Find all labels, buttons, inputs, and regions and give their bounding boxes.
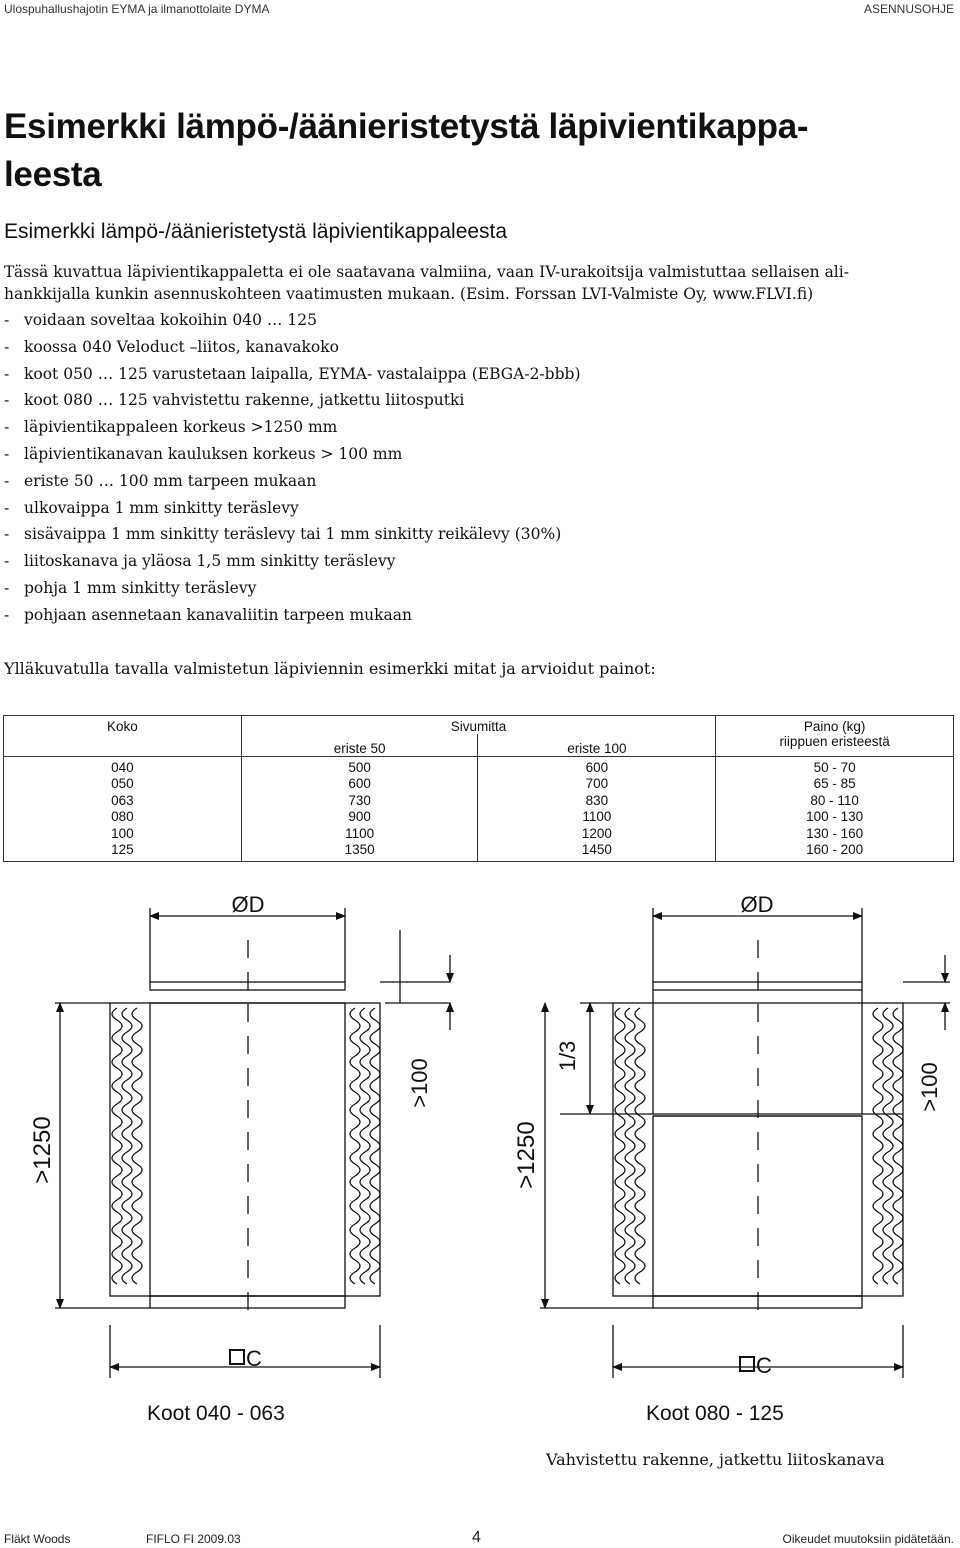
- table-subheader-row: [4, 734, 954, 756]
- header-doc-title: Ulospuhallushajotin EYMA ja ilmanottolaite DYMA: [4, 2, 270, 16]
- list-item: - liitoskanava ja yläosa 1,5 mm sinkitty teräslevy: [4, 552, 396, 571]
- caption-note: Vahvistettu rakenne, jatkettu liitoskanava: [546, 1450, 885, 1469]
- svg-text:C: C: [246, 1346, 262, 1371]
- section-subtitle: Esimerkki lämpö-/äänieristetystä läpivientikappaleesta: [4, 220, 508, 243]
- footer-doc-code: FIFLO FI 2009.03: [146, 1532, 241, 1546]
- eriste-100-column: 600 700 830 1100 1200 1450: [478, 756, 716, 861]
- page-title-line-2: leesta: [4, 155, 102, 194]
- intro-line-2: hankkijalla kunkin asennuskohteen vaatimusten mukaan. (Esim. Forssan LVI-Valmiste Oy, www.FLVI.fi): [4, 285, 814, 303]
- height-label-left: >1250: [29, 1116, 56, 1184]
- page-title-line-1: Esimerkki lämpö-/äänieristetystä läpivientikappa-: [4, 107, 809, 146]
- caption-right: Koot 080 - 125: [646, 1402, 784, 1425]
- drawing-left: [55, 908, 450, 1378]
- caption-left: Koot 040 - 063: [147, 1402, 285, 1425]
- page-title: [4, 103, 934, 199]
- list-item: - pohjaan asennetaan kanavaliitin tarpeen mukaan: [4, 605, 412, 624]
- header-sivumitta: Sivumitta: [241, 716, 715, 735]
- list-item: - voidaan soveltaa kokoihin 040 … 125: [4, 311, 317, 329]
- footer-page-number: 4: [472, 1529, 481, 1546]
- height-label-right: >1250: [513, 1121, 540, 1189]
- paino-column: 50 - 70 65 - 85 80 - 110 100 - 130 130 - 160 160 - 200: [716, 756, 954, 861]
- koko-column: 040 050 063 080 100 125: [4, 756, 242, 861]
- list-item: - koossa 040 Veloduct –liitos, kanavakoko: [4, 337, 339, 356]
- third-label: 1/3: [555, 1040, 580, 1072]
- spec-list: [4, 307, 581, 629]
- square-icon: [230, 1350, 244, 1364]
- svg-text:C: C: [756, 1353, 772, 1378]
- table-intro: Ylläkuvatulla tavalla valmistetun läpiviennin esimerkki mitat ja arvioidut painot:: [4, 659, 656, 678]
- header-eriste-50: eriste 50: [241, 734, 478, 756]
- list-item: - ulkovaippa 1 mm sinkitty teräslevy: [4, 498, 299, 517]
- list-item: - sisävaippa 1 mm sinkitty teräslevy tai 1 mm sinkitty reikälevy (30%): [4, 525, 562, 544]
- intro-paragraph: [4, 261, 954, 305]
- header-eriste-100: eriste 100: [478, 734, 716, 756]
- list-item: - eriste 50 … 100 mm tarpeen mukaan: [4, 471, 317, 490]
- intro-line-1: Tässä kuvattua läpivientikappaletta ei ole saatavana valmiina, vaan IV-urakoitsija valmistuttaa sellaisen ali-: [4, 263, 849, 281]
- list-item: - koot 050 … 125 varustetaan laipalla, EYMA- vastalaippa (EBGA-2-bbb): [4, 364, 581, 383]
- header-koko: Koko: [4, 716, 242, 735]
- square-label-right: [740, 1353, 772, 1378]
- dimensions-table: [3, 715, 954, 862]
- footer-company: Fläkt Woods: [4, 1532, 71, 1546]
- collar-label-right: >100: [917, 1062, 942, 1112]
- header-paino: Paino (kg): [716, 716, 954, 735]
- technical-drawing: [0, 870, 960, 1400]
- diameter-label-left: ØD: [231, 892, 265, 917]
- drawing-right: [540, 908, 950, 1378]
- page-header: [0, 0, 960, 22]
- footer-rights: Oikeudet muutoksiin pidätetään.: [782, 1532, 954, 1546]
- list-item: - läpivientikanavan kauluksen korkeus > 100 mm: [4, 444, 403, 463]
- diameter-label-right: ØD: [740, 892, 774, 917]
- list-item: - koot 080 … 125 vahvistettu rakenne, jatkettu liitosputki: [4, 391, 465, 410]
- header-paino-sub: riippuen eristeestä: [716, 734, 954, 756]
- table-header-row: [4, 716, 954, 735]
- list-item: - pohja 1 mm sinkitty teräslevy: [4, 578, 257, 597]
- header-doc-type: ASENNUSOHJE: [863, 2, 954, 16]
- eriste-50-column: 500 600 730 900 1100 1350: [241, 756, 478, 861]
- table-body-row: [4, 756, 954, 861]
- collar-label-left: >100: [407, 1058, 432, 1108]
- square-icon: [740, 1357, 754, 1371]
- list-item: - läpivientikappaleen korkeus >1250 mm: [4, 418, 338, 437]
